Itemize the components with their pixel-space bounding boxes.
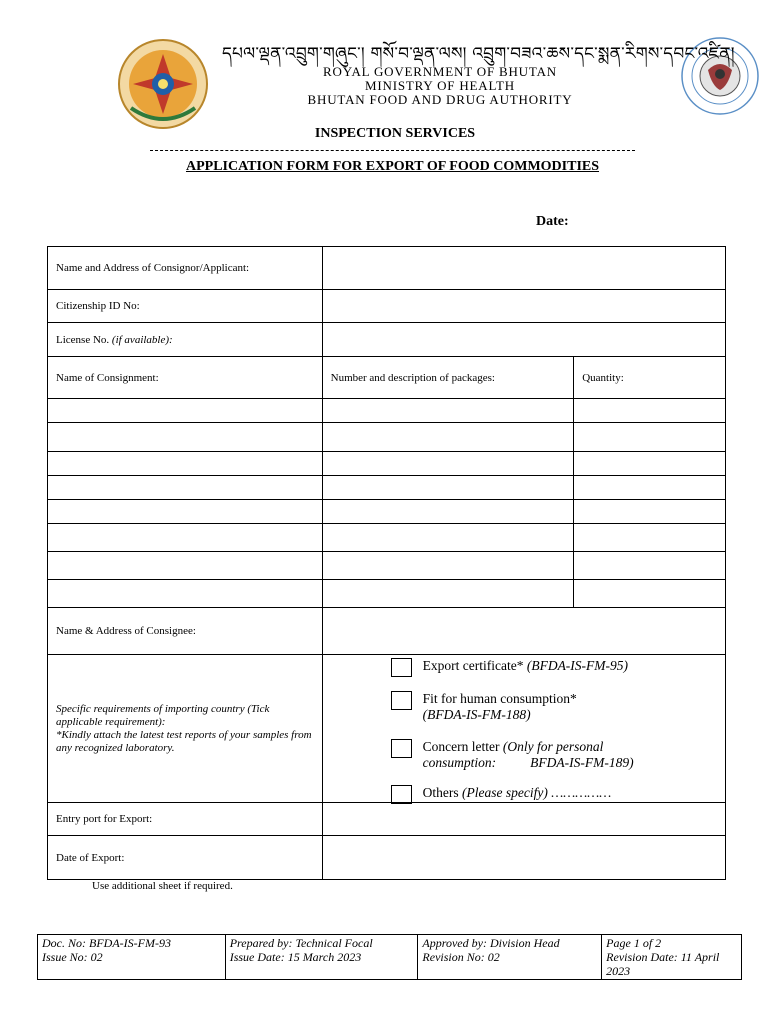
packages-cell[interactable]: [322, 500, 574, 524]
date-of-export-label: Date of Export:: [48, 836, 323, 880]
quantity-cell[interactable]: [574, 399, 726, 423]
concern-letter-checkbox[interactable]: [391, 739, 412, 758]
fit-human-option[interactable]: Fit for human consumption* (BFDA-IS-FM-188): [391, 691, 577, 723]
quantity-cell[interactable]: [574, 552, 726, 580]
footer-page-cell: [602, 935, 742, 980]
others-option[interactable]: Others (Please specify) ……………: [391, 785, 612, 804]
consignor-field[interactable]: [322, 247, 725, 290]
table-row: [48, 524, 726, 552]
table-row: [48, 423, 726, 452]
document-control-footer: [37, 934, 742, 980]
packages-cell[interactable]: [322, 476, 574, 500]
table-row: [48, 399, 726, 423]
consignment-cell[interactable]: [48, 423, 323, 452]
packages-cell[interactable]: [322, 524, 574, 552]
packages-header: Number and description of packages:: [322, 357, 574, 399]
license-label: License No. (if available):: [48, 323, 323, 357]
quantity-cell[interactable]: [574, 500, 726, 524]
approved-by: Approved by: Division Head: [422, 936, 560, 950]
concern-letter-option[interactable]: Concern letter (Only for personal consumption: BFDA-IS-FM-189): [391, 739, 634, 771]
table-row: [48, 500, 726, 524]
table-row: [48, 580, 726, 608]
dzongkha-header: དཔལ་ལྡན་འབྲུག་གཞུང་། གསོ་བ་ལྡན་ལས། འབྲུག་བཟའ་ཆས་དང་སྨན་རིགས་དབང་འཛིན།: [222, 44, 735, 64]
doc-number: Doc. No: BFDA-IS-FM-93: [42, 936, 171, 950]
ministry-name: MINISTRY OF HEALTH: [365, 78, 515, 93]
table-row: [48, 476, 726, 500]
entry-port-field[interactable]: [322, 803, 725, 836]
revision-number: Revision No: 02: [422, 950, 500, 964]
dashed-divider: [150, 150, 635, 151]
date-label: Date:: [536, 214, 569, 229]
footer-prepared-cell: [225, 935, 418, 980]
page-number: Page 1 of 2: [606, 936, 662, 950]
bhutan-emblem-logo: [117, 38, 209, 130]
consignment-cell[interactable]: [48, 476, 323, 500]
issue-date: Issue Date: 15 March 2023: [229, 950, 362, 964]
consignment-cell[interactable]: [48, 580, 323, 608]
application-form-table: [47, 246, 726, 880]
quantity-cell[interactable]: [574, 580, 726, 608]
additional-sheet-note: Use additional sheet if required.: [92, 880, 233, 892]
packages-cell[interactable]: [322, 399, 574, 423]
consignment-cell[interactable]: [48, 452, 323, 476]
consignment-cell[interactable]: [48, 500, 323, 524]
quantity-cell[interactable]: [574, 423, 726, 452]
license-field[interactable]: [322, 323, 725, 357]
form-title: APPLICATION FORM FOR EXPORT OF FOOD COMMODITIES: [185, 159, 600, 174]
export-certificate-option[interactable]: Export certificate* (BFDA-IS-FM-95): [391, 658, 628, 677]
packages-cell[interactable]: [322, 452, 574, 476]
footer-doc-cell: [38, 935, 226, 980]
authority-name: BHUTAN FOOD AND DRUG AUTHORITY: [307, 92, 573, 107]
requirements-note: *Kindly attach the latest test reports of your samples from any recognized laboratory.: [56, 728, 312, 754]
government-name: ROYAL GOVERNMENT OF BHUTAN: [323, 64, 557, 79]
requirements-text: Specific requirements of importing country (Tick applicable requirement):: [56, 702, 270, 728]
requirements-label: [48, 655, 323, 803]
export-certificate-checkbox[interactable]: [391, 658, 412, 677]
revision-date: Revision Date: 11 April 2023: [606, 950, 720, 978]
table-row: [48, 452, 726, 476]
quantity-cell[interactable]: [574, 524, 726, 552]
consignment-cell[interactable]: [48, 552, 323, 580]
quantity-cell[interactable]: [574, 476, 726, 500]
footer-approved-cell: [418, 935, 602, 980]
packages-cell[interactable]: [322, 423, 574, 452]
cid-field[interactable]: [322, 290, 725, 323]
packages-cell[interactable]: [322, 580, 574, 608]
consignment-cell[interactable]: [48, 524, 323, 552]
requirements-options: [322, 655, 725, 803]
consignment-header: Name of Consignment:: [48, 357, 323, 399]
entry-port-label: Entry port for Export:: [48, 803, 323, 836]
quantity-cell[interactable]: [574, 452, 726, 476]
fit-human-checkbox[interactable]: [391, 691, 412, 710]
prepared-by: Prepared by: Technical Focal: [229, 936, 373, 950]
consignor-label: Name and Address of Consignor/Applicant:: [48, 247, 323, 290]
date-of-export-field[interactable]: [322, 836, 725, 880]
cid-label: Citizenship ID No:: [48, 290, 323, 323]
section-title: INSPECTION SERVICES: [314, 126, 476, 141]
consignment-cell[interactable]: [48, 399, 323, 423]
packages-cell[interactable]: [322, 552, 574, 580]
quantity-header: Quantity:: [574, 357, 726, 399]
others-checkbox[interactable]: [391, 785, 412, 804]
consignee-field[interactable]: [322, 608, 725, 655]
issue-number: Issue No: 02: [42, 950, 103, 964]
consignee-label: Name & Address of Consignee:: [48, 608, 323, 655]
table-row: [48, 552, 726, 580]
